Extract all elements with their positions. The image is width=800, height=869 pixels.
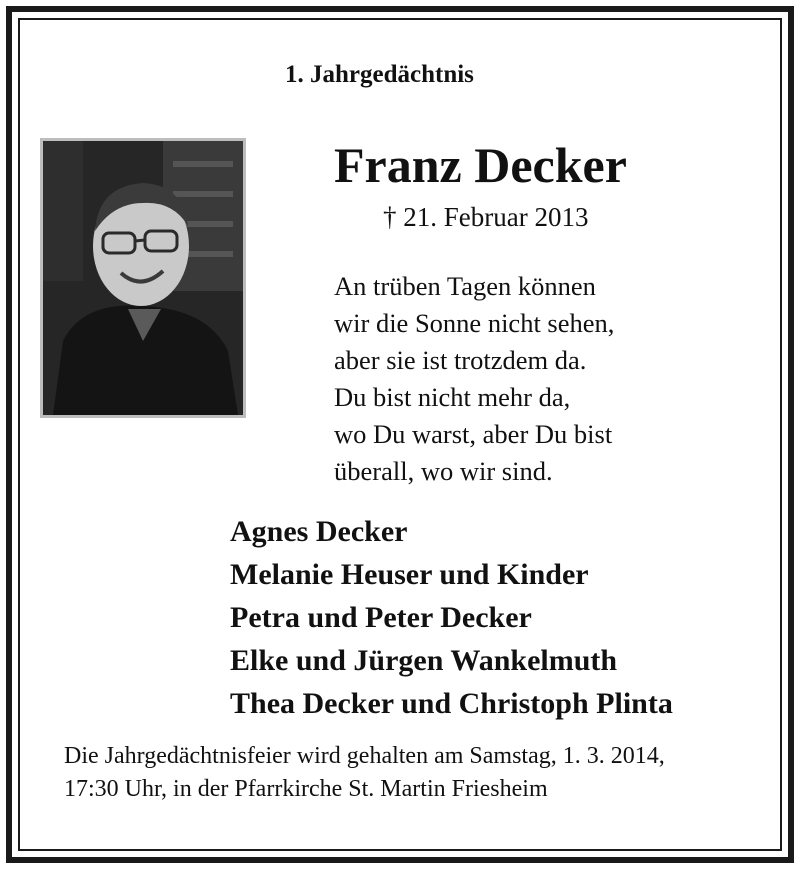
mourner-name: Elke und Jürgen Wankelmuth (230, 644, 618, 677)
anniversary-heading: 1. Jahrgedächtnis (285, 61, 474, 88)
poem-line: An trüben Tagen können (334, 271, 596, 301)
footer-line: 17:30 Uhr, in der Pfarrkirche St. Martin Friesheim (64, 776, 548, 802)
mourner-name: Melanie Heuser und Kinder (230, 558, 589, 591)
memorial-service-info (64, 740, 665, 806)
mourner-name: Thea Decker und Christoph Plinta (230, 687, 673, 720)
portrait-photo (40, 138, 246, 418)
mourner-name: Agnes Decker (230, 515, 408, 548)
poem-line: aber sie ist trotzdem da. (334, 345, 587, 375)
poem-line: wir die Sonne nicht sehen, (334, 308, 615, 338)
poem-line: wo Du warst, aber Du bist (334, 419, 613, 449)
death-date: † 21. Februar 2013 (383, 202, 589, 232)
portrait-illustration (43, 141, 243, 415)
poem (334, 268, 614, 490)
mourner-name: Petra und Peter Decker (230, 601, 532, 634)
poem-line: Du bist nicht mehr da, (334, 382, 571, 412)
poem-line: überall, wo wir sind. (334, 456, 553, 486)
deceased-name: Franz Decker (334, 137, 627, 193)
mourners-list (230, 510, 673, 725)
footer-line: Die Jahrgedächtnisfeier wird gehalten am Samstag, 1. 3. 2014, (64, 743, 665, 769)
